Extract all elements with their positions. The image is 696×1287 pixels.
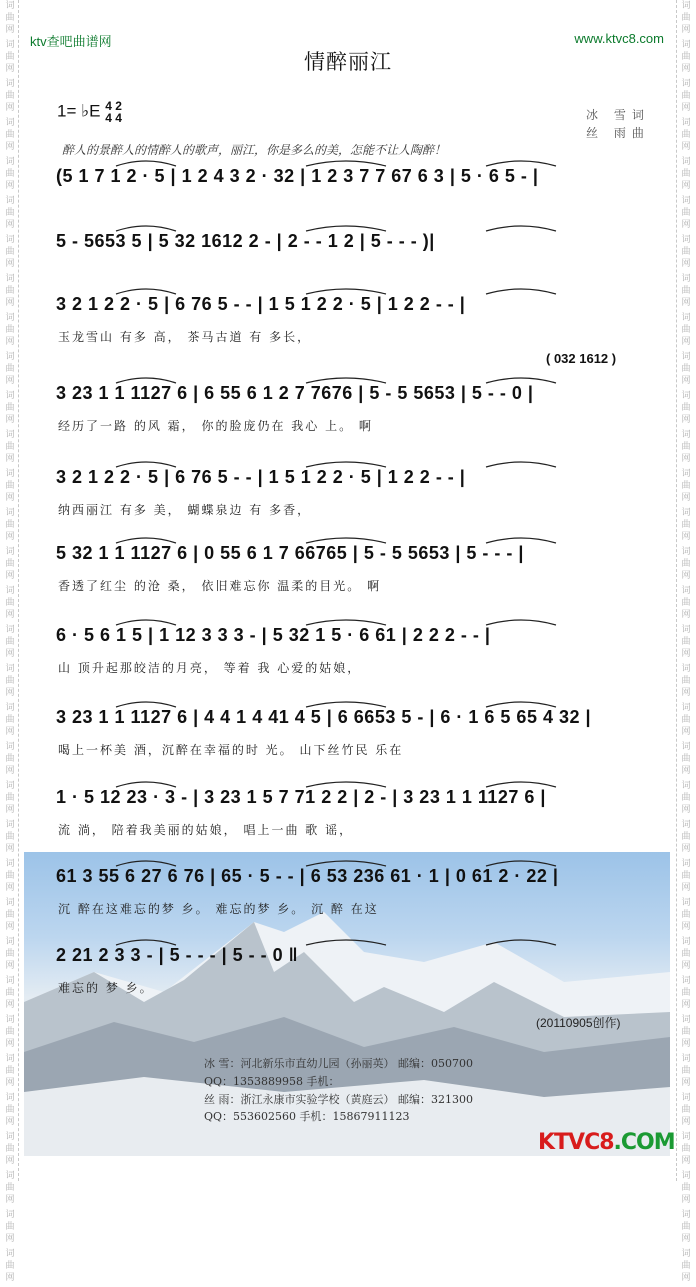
watermark-char: 网 bbox=[5, 103, 15, 113]
watermark-char: 网 bbox=[5, 493, 15, 503]
watermark-char: 网 bbox=[681, 259, 691, 269]
watermark-char: 词 bbox=[5, 157, 15, 167]
lyric-line: 纳西丽江 有多 美， 蝴蝶泉边 有 多香， bbox=[58, 503, 312, 517]
watermark-char: 曲 bbox=[681, 676, 691, 686]
watermark-char: 网 bbox=[5, 1117, 15, 1127]
watermark-char: 网 bbox=[5, 610, 15, 620]
watermark-char: 词 bbox=[5, 664, 15, 674]
watermark-char: 曲 bbox=[681, 949, 691, 959]
watermark-char: 词 bbox=[5, 196, 15, 206]
ktvc8-logo[interactable]: KTVC8.COM bbox=[538, 1130, 675, 1155]
lyric-line: 喝上一杯美 酒，沉醉在幸福的时 光。 山下丝竹民 乐在 bbox=[58, 743, 404, 757]
watermark-char: 网 bbox=[5, 1000, 15, 1010]
watermark-char: 网 bbox=[681, 532, 691, 542]
watermark-char: 曲 bbox=[5, 910, 15, 920]
watermark-char: 网 bbox=[5, 571, 15, 581]
watermark-char: 网 bbox=[681, 571, 691, 581]
watermark-char: 词 bbox=[5, 508, 15, 518]
watermark-char: 网 bbox=[5, 883, 15, 893]
watermark-char: 网 bbox=[5, 649, 15, 659]
watermark-char: 词 bbox=[681, 508, 691, 518]
watermark-char: 词 bbox=[5, 742, 15, 752]
watermark-char: 网 bbox=[681, 1000, 691, 1010]
watermark-char: 词 bbox=[681, 1093, 691, 1103]
watermark-char: 曲 bbox=[681, 130, 691, 140]
key-signature bbox=[57, 100, 122, 124]
watermark-char: 曲 bbox=[5, 364, 15, 374]
watermark-char: 网 bbox=[681, 1078, 691, 1088]
watermark-char: 网 bbox=[5, 961, 15, 971]
watermark-char: 词 bbox=[5, 1015, 15, 1025]
watermark-char: 曲 bbox=[5, 208, 15, 218]
watermark-char: 词 bbox=[5, 586, 15, 596]
watermark-char: 词 bbox=[5, 274, 15, 284]
lyric-line: 香透了红尘 的沧 桑， 依旧难忘你 温柔的目光。 啊 bbox=[58, 579, 382, 593]
notation-line: 6 · 5 6 1 5 | 1 12 3 3 3 - | 5 32 1 5 · 6 61 | 2 2 2 - - | bbox=[56, 625, 491, 645]
watermark-char: 曲 bbox=[681, 793, 691, 803]
watermark-char: 网 bbox=[5, 1078, 15, 1088]
watermark-char: 词 bbox=[5, 235, 15, 245]
watermark-char: 曲 bbox=[5, 988, 15, 998]
watermark-char: 曲 bbox=[681, 286, 691, 296]
watermark-char: 网 bbox=[681, 844, 691, 854]
watermark-char: 网 bbox=[5, 805, 15, 815]
watermark-char: 曲 bbox=[681, 910, 691, 920]
watermark-char: 网 bbox=[681, 1195, 691, 1205]
watermark-char: 曲 bbox=[5, 481, 15, 491]
watermark-char: 网 bbox=[681, 376, 691, 386]
watermark-char: 曲 bbox=[5, 949, 15, 959]
watermark-char: 网 bbox=[5, 25, 15, 35]
notation-line: 1 · 5 12 23 · 3 - | 3 23 1 5 7 71 2 2 | 2 - | 3 23 1 1 1127 6 | bbox=[56, 787, 546, 807]
watermark-char: 词 bbox=[681, 625, 691, 635]
lyricist-credit: 冰 雪词 bbox=[586, 108, 650, 122]
watermark-char: 网 bbox=[5, 1234, 15, 1244]
bridge-note: ( 032 1612 ) bbox=[546, 351, 617, 366]
watermark-char: 曲 bbox=[681, 247, 691, 257]
watermark-char: 曲 bbox=[5, 1066, 15, 1076]
watermark-char: 网 bbox=[681, 922, 691, 932]
watermark-char: 曲 bbox=[681, 1144, 691, 1154]
watermark-char: 曲 bbox=[5, 325, 15, 335]
watermark-char: 词 bbox=[681, 820, 691, 830]
watermark-char: 词 bbox=[5, 547, 15, 557]
watermark-char: 曲 bbox=[5, 598, 15, 608]
watermark-char: 词 bbox=[5, 40, 15, 50]
watermark-char: 曲 bbox=[5, 676, 15, 686]
watermark-char: 网 bbox=[5, 142, 15, 152]
watermark-char: 网 bbox=[5, 1273, 15, 1283]
watermark-char: 曲 bbox=[681, 754, 691, 764]
contact-line: QQ：1353889958 手机： bbox=[204, 1075, 340, 1088]
watermark-char: 词 bbox=[5, 1210, 15, 1220]
watermark-char: 词 bbox=[5, 118, 15, 128]
date-note: (20110905创作) bbox=[536, 1016, 621, 1030]
right-watermark bbox=[678, 0, 694, 1283]
watermark-char: 词 bbox=[681, 430, 691, 440]
watermark-char: 曲 bbox=[5, 52, 15, 62]
watermark-char: 网 bbox=[681, 610, 691, 620]
watermark-char: 曲 bbox=[681, 1027, 691, 1037]
watermark-char: 词 bbox=[681, 352, 691, 362]
watermark-char: 曲 bbox=[5, 1261, 15, 1271]
watermark-char: 词 bbox=[681, 703, 691, 713]
time-signature: 4 2 4 4 bbox=[105, 99, 122, 125]
watermark-char: 词 bbox=[681, 79, 691, 89]
watermark-char: 曲 bbox=[681, 1261, 691, 1271]
watermark-char: 曲 bbox=[5, 130, 15, 140]
watermark-char: 词 bbox=[5, 1249, 15, 1259]
watermark-char: 词 bbox=[5, 820, 15, 830]
intro-text: 醉人的景醉人的情醉人的歌声，丽江，你是多么的美，怎能不让人陶醉！ bbox=[62, 143, 447, 157]
song-title: 情醉丽江 bbox=[304, 50, 392, 74]
watermark-char: 网 bbox=[681, 1273, 691, 1283]
watermark-char: 词 bbox=[5, 1, 15, 11]
contact-line: 冰 雪：河北新乐市直幼儿园（孙丽英） 邮编：050700 bbox=[204, 1057, 473, 1070]
watermark-char: 词 bbox=[681, 1171, 691, 1181]
left-margin-line bbox=[18, 0, 19, 1181]
lyric-line: 流 淌， 陪着我美丽的姑娘， 唱上一曲 歌 谣， bbox=[58, 823, 354, 837]
watermark-char: 网 bbox=[5, 1039, 15, 1049]
watermark-char: 网 bbox=[681, 1234, 691, 1244]
watermark-char: 曲 bbox=[5, 871, 15, 881]
lyric-line: 难忘的 梦 乡。 bbox=[58, 981, 154, 995]
watermark-char: 词 bbox=[5, 937, 15, 947]
watermark-char: 词 bbox=[5, 625, 15, 635]
watermark-char: 网 bbox=[681, 649, 691, 659]
watermark-char: 词 bbox=[5, 1132, 15, 1142]
watermark-char: 词 bbox=[681, 157, 691, 167]
watermark-char: 词 bbox=[681, 40, 691, 50]
watermark-char: 曲 bbox=[681, 169, 691, 179]
watermark-char: 曲 bbox=[681, 715, 691, 725]
notation-line: 2 21 2 3 3 - | 5 - - - | 5 - - 0 ‖ bbox=[56, 945, 299, 965]
watermark-char: 网 bbox=[681, 64, 691, 74]
watermark-char: 词 bbox=[681, 196, 691, 206]
watermark-char: 词 bbox=[681, 1, 691, 11]
watermark-char: 词 bbox=[5, 703, 15, 713]
watermark-char: 曲 bbox=[5, 442, 15, 452]
watermark-char: 曲 bbox=[5, 286, 15, 296]
watermark-char: 网 bbox=[5, 844, 15, 854]
watermark-char: 词 bbox=[681, 1132, 691, 1142]
watermark-char: 曲 bbox=[5, 247, 15, 257]
watermark-char: 曲 bbox=[5, 1222, 15, 1232]
watermark-char: 网 bbox=[681, 142, 691, 152]
watermark-char: 网 bbox=[681, 1117, 691, 1127]
watermark-char: 网 bbox=[681, 493, 691, 503]
notation-line: 5 - 5653 5 | 5 32 1612 2 - | 2 - - 1 2 | 5 - - - )| bbox=[56, 231, 435, 251]
lyric-line: 沉 醉在这难忘的梦 乡。 难忘的梦 乡。 沉 醉 在这 bbox=[58, 902, 379, 916]
watermark-char: 网 bbox=[5, 532, 15, 542]
watermark-char: 曲 bbox=[681, 1183, 691, 1193]
watermark-char: 曲 bbox=[681, 832, 691, 842]
notation-line: 3 23 1 1 1127 6 | 4 4 1 4 41 4 5 | 6 6653 5 - | 6 · 1 6 5 65 4 32 | bbox=[56, 707, 592, 727]
watermark-char: 曲 bbox=[5, 559, 15, 569]
watermark-char: 网 bbox=[681, 181, 691, 191]
watermark-char: 词 bbox=[681, 118, 691, 128]
site-url-right[interactable]: www.ktvc8.com bbox=[574, 31, 664, 46]
watermark-char: 曲 bbox=[681, 364, 691, 374]
watermark-char: 网 bbox=[5, 1156, 15, 1166]
watermark-char: 网 bbox=[5, 64, 15, 74]
watermark-char: 曲 bbox=[5, 520, 15, 530]
watermark-char: 网 bbox=[681, 454, 691, 464]
watermark-char: 词 bbox=[5, 1054, 15, 1064]
watermark-char: 词 bbox=[681, 1015, 691, 1025]
watermark-char: 曲 bbox=[5, 169, 15, 179]
watermark-char: 词 bbox=[681, 859, 691, 869]
watermark-char: 词 bbox=[681, 664, 691, 674]
watermark-char: 曲 bbox=[681, 91, 691, 101]
watermark-char: 词 bbox=[681, 469, 691, 479]
watermark-char: 网 bbox=[5, 220, 15, 230]
key-label: 1= ♭E bbox=[57, 101, 101, 121]
notation-line: 3 23 1 1 1127 6 | 6 55 6 1 2 7 7676 | 5 - 5 5653 | 5 - - 0 | bbox=[56, 383, 534, 403]
watermark-char: 网 bbox=[5, 298, 15, 308]
watermark-char: 词 bbox=[5, 1093, 15, 1103]
watermark-char: 曲 bbox=[5, 754, 15, 764]
site-name-left[interactable]: ktv查吧曲谱网 bbox=[30, 34, 112, 49]
notation-line: 5 32 1 1 1127 6 | 0 55 6 1 7 66765 | 5 - 5 5653 | 5 - - - | bbox=[56, 543, 524, 563]
watermark-char: 网 bbox=[681, 415, 691, 425]
watermark-char: 曲 bbox=[681, 637, 691, 647]
watermark-char: 词 bbox=[681, 976, 691, 986]
watermark-char: 曲 bbox=[681, 559, 691, 569]
watermark-char: 网 bbox=[5, 415, 15, 425]
watermark-char: 网 bbox=[5, 337, 15, 347]
contact-line: 丝 雨：浙江永康市实验学校（黄庭云） 邮编：321300 bbox=[204, 1093, 473, 1106]
notation-line: 3 2 1 2 2 · 5 | 6 76 5 - - | 1 5 1 2 2 · 5 | 1 2 2 - - | bbox=[56, 467, 466, 487]
watermark-char: 曲 bbox=[5, 793, 15, 803]
notation-line: 3 2 1 2 2 · 5 | 6 76 5 - - | 1 5 1 2 2 · 5 | 1 2 2 - - | bbox=[56, 294, 466, 314]
watermark-char: 词 bbox=[681, 586, 691, 596]
lyric-line: 经历了一路 的风 霜， 你的脸庞仍在 我心 上。 啊 bbox=[58, 419, 373, 433]
watermark-char: 网 bbox=[5, 454, 15, 464]
lyric-line: 玉龙雪山 有多 高， 茶马古道 有 多长， bbox=[58, 330, 312, 344]
watermark-char: 网 bbox=[681, 961, 691, 971]
watermark-char: 词 bbox=[5, 859, 15, 869]
notation-line: (5 1 7 1 2 · 5 | 1 2 4 3 2 · 32 | 1 2 3 7 7 67 6 3 | 5 · 6 5 - | bbox=[56, 166, 539, 186]
watermark-char: 网 bbox=[681, 688, 691, 698]
watermark-char: 曲 bbox=[5, 1105, 15, 1115]
watermark-char: 词 bbox=[681, 1210, 691, 1220]
watermark-char: 词 bbox=[5, 1171, 15, 1181]
watermark-char: 网 bbox=[681, 337, 691, 347]
watermark-char: 曲 bbox=[681, 598, 691, 608]
watermark-char: 曲 bbox=[681, 13, 691, 23]
watermark-char: 曲 bbox=[681, 52, 691, 62]
watermark-char: 网 bbox=[5, 766, 15, 776]
watermark-char: 曲 bbox=[681, 988, 691, 998]
lyric-line: 山 顶升起那皎洁的月亮， 等着 我 心爱的姑娘， bbox=[58, 661, 362, 675]
watermark-char: 网 bbox=[681, 103, 691, 113]
watermark-char: 网 bbox=[681, 298, 691, 308]
watermark-char: 词 bbox=[5, 313, 15, 323]
watermark-char: 词 bbox=[5, 898, 15, 908]
contact-line: QQ：553602560 手机：15867911123 bbox=[204, 1110, 410, 1123]
watermark-char: 曲 bbox=[5, 637, 15, 647]
watermark-char: 曲 bbox=[681, 1105, 691, 1115]
watermark-char: 网 bbox=[681, 1039, 691, 1049]
watermark-char: 网 bbox=[681, 727, 691, 737]
notation-line: 61 3 55 6 27 6 76 | 65 · 5 - - | 6 53 236 61 · 1 | 0 61 2 · 22 | bbox=[56, 866, 559, 886]
watermark-char: 曲 bbox=[5, 832, 15, 842]
watermark-char: 词 bbox=[5, 781, 15, 791]
watermark-char: 曲 bbox=[681, 403, 691, 413]
watermark-char: 词 bbox=[681, 1054, 691, 1064]
watermark-char: 词 bbox=[681, 937, 691, 947]
watermark-char: 曲 bbox=[5, 91, 15, 101]
watermark-char: 词 bbox=[681, 547, 691, 557]
watermark-char: 网 bbox=[681, 883, 691, 893]
watermark-char: 词 bbox=[681, 391, 691, 401]
watermark-char: 词 bbox=[681, 313, 691, 323]
watermark-char: 网 bbox=[5, 688, 15, 698]
watermark-char: 曲 bbox=[681, 481, 691, 491]
right-margin-line bbox=[676, 0, 677, 1181]
watermark-char: 曲 bbox=[5, 1183, 15, 1193]
watermark-char: 词 bbox=[5, 391, 15, 401]
watermark-char: 曲 bbox=[5, 1027, 15, 1037]
watermark-char: 词 bbox=[681, 742, 691, 752]
watermark-char: 网 bbox=[5, 922, 15, 932]
watermark-char: 曲 bbox=[681, 520, 691, 530]
watermark-char: 网 bbox=[5, 727, 15, 737]
watermark-char: 词 bbox=[5, 469, 15, 479]
watermark-char: 曲 bbox=[681, 1222, 691, 1232]
watermark-char: 曲 bbox=[5, 13, 15, 23]
watermark-char: 网 bbox=[5, 259, 15, 269]
watermark-char: 曲 bbox=[681, 871, 691, 881]
watermark-char: 词 bbox=[5, 352, 15, 362]
watermark-char: 曲 bbox=[5, 1144, 15, 1154]
watermark-char: 词 bbox=[681, 898, 691, 908]
watermark-char: 词 bbox=[5, 79, 15, 89]
watermark-char: 词 bbox=[5, 430, 15, 440]
left-watermark bbox=[2, 0, 18, 1283]
watermark-char: 词 bbox=[681, 274, 691, 284]
watermark-char: 网 bbox=[5, 181, 15, 191]
watermark-char: 网 bbox=[681, 766, 691, 776]
watermark-char: 网 bbox=[5, 1195, 15, 1205]
watermark-char: 曲 bbox=[5, 403, 15, 413]
composer-credit: 丝 雨曲 bbox=[586, 126, 650, 140]
watermark-char: 网 bbox=[681, 220, 691, 230]
watermark-char: 网 bbox=[681, 805, 691, 815]
watermark-char: 曲 bbox=[681, 442, 691, 452]
watermark-char: 网 bbox=[5, 376, 15, 386]
watermark-char: 网 bbox=[681, 1156, 691, 1166]
watermark-char: 曲 bbox=[681, 208, 691, 218]
watermark-char: 词 bbox=[681, 235, 691, 245]
watermark-char: 词 bbox=[681, 781, 691, 791]
watermark-char: 词 bbox=[5, 976, 15, 986]
watermark-char: 曲 bbox=[681, 1066, 691, 1076]
watermark-char: 网 bbox=[681, 25, 691, 35]
watermark-char: 词 bbox=[681, 1249, 691, 1259]
watermark-char: 曲 bbox=[5, 715, 15, 725]
watermark-char: 曲 bbox=[681, 325, 691, 335]
